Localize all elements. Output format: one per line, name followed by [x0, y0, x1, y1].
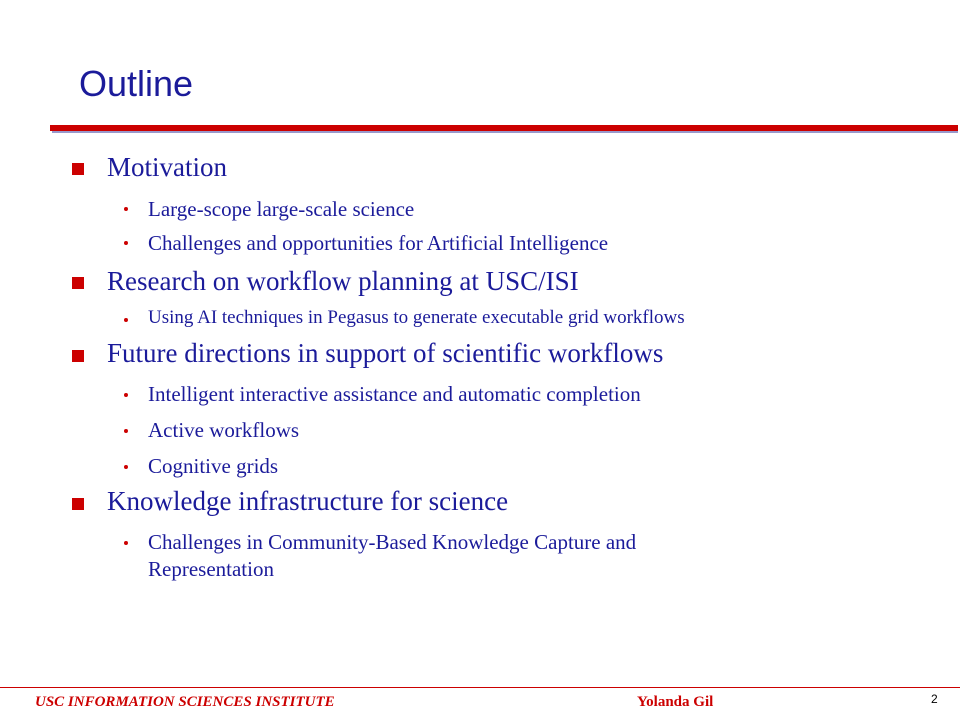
outline-item-research: Research on workflow planning at USC/ISI	[107, 266, 579, 296]
footer-institute: USC INFORMATION SCIENCES INSTITUTE	[35, 694, 335, 710]
square-bullet-icon	[72, 350, 84, 362]
footer-author: Yolanda Gil	[637, 694, 714, 710]
square-bullet-icon	[72, 277, 84, 289]
dot-bullet-icon	[124, 207, 128, 211]
outline-subitem: Cognitive grids	[148, 454, 279, 478]
square-bullet-icon	[72, 163, 84, 175]
outline-subitem: Intelligent interactive assistance and automatic completion	[148, 382, 641, 406]
outline-subitem: Large-scope large-scale science	[148, 197, 415, 221]
dot-bullet-icon	[124, 465, 128, 469]
square-bullet-icon	[72, 498, 84, 510]
page-number: 2	[931, 692, 938, 706]
dot-bullet-icon	[124, 318, 128, 322]
outline-item-motivation: Motivation	[107, 152, 227, 182]
outline-item-knowledge-infrastructure: Knowledge infrastructure for science	[107, 486, 509, 516]
outline-subitem: Active workflows	[148, 418, 300, 442]
outline-subitem: Challenges in Community-Based Knowledge Capture and	[148, 530, 637, 554]
outline-subitem: Using AI techniques in Pegasus to generate executable grid workflows	[148, 307, 685, 328]
outline-subitem: Challenges and opportunities for Artificial Intelligence	[148, 231, 609, 255]
outline-subitem-continuation: Representation	[148, 557, 274, 581]
dot-bullet-icon	[124, 393, 128, 397]
dot-bullet-icon	[124, 429, 128, 433]
dot-bullet-icon	[124, 241, 128, 245]
footer-divider	[0, 687, 960, 688]
outline-item-future-directions: Future directions in support of scientific workflows	[107, 338, 664, 368]
slide-title: Outline	[79, 63, 194, 104]
dot-bullet-icon	[124, 541, 128, 545]
